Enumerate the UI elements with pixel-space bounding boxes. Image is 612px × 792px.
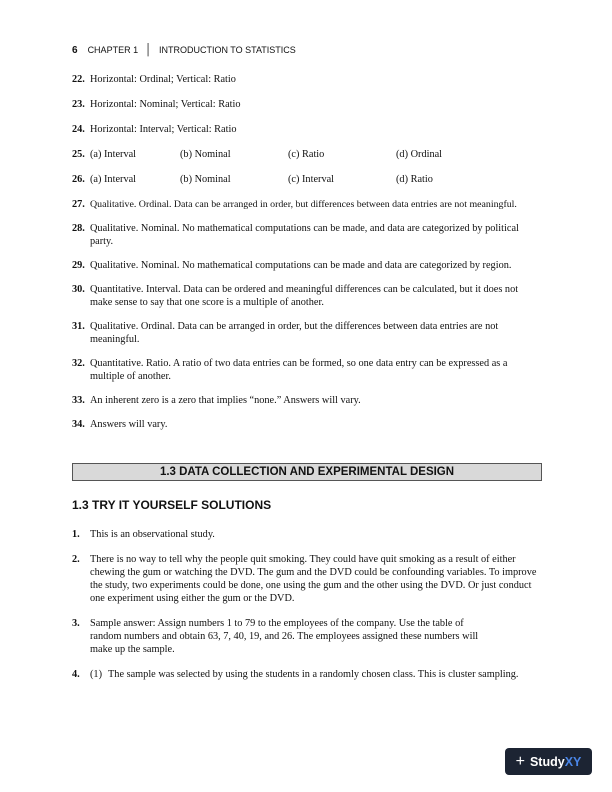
- logo-text: Study: [529, 754, 565, 769]
- exercise-answers: [72, 73, 542, 431]
- list-item: [72, 73, 542, 86]
- list-item: [72, 418, 542, 431]
- list-item: [72, 173, 542, 186]
- option-a: (a) Interval: [90, 149, 137, 160]
- plus-icon: +: [515, 752, 525, 770]
- try-it-solutions: [72, 528, 542, 681]
- item-number: 33.: [72, 395, 85, 406]
- item-text: Qualitative. Ordinal. Data can be arranged in order, but the differences between data entries are not meaningful.: [90, 321, 499, 345]
- option-a: (a) Interval: [90, 174, 137, 185]
- header-divider: │: [145, 44, 152, 56]
- item-text: Horizontal: Interval; Vertical: Ratio: [90, 124, 237, 135]
- item-number: 25.: [72, 149, 85, 160]
- list-item: [72, 320, 542, 346]
- list-item: [72, 148, 542, 161]
- item-text: Sample answer: Assign numbers 1 to 79 to the employees of the company. Use the table of random numbers and obtain 63, 7, 40, 19, and 26. The employees assigned these numbers will make up the sample.: [90, 618, 479, 655]
- item-text: The sample was selected by using the students in a randomly chosen class. This is cluster sampling.: [108, 669, 519, 680]
- list-item: [72, 528, 542, 541]
- sub-item-number: (1): [90, 669, 103, 680]
- sub-heading: 1.3 TRY IT YOURSELF SOLUTIONS: [72, 498, 272, 512]
- page-header: [72, 44, 296, 56]
- list-item: [72, 222, 542, 248]
- item-number: 4.: [72, 669, 80, 680]
- item-text: An inherent zero is a zero that implies “none.” Answers will vary.: [90, 395, 361, 406]
- item-text: Qualitative. Ordinal. Data can be arranged in order, but differences between data entries are not meaningful.: [90, 199, 517, 210]
- list-item: [72, 198, 542, 211]
- option-c: (c) Ratio: [288, 149, 325, 160]
- list-item: [72, 98, 542, 111]
- item-text: Horizontal: Nominal; Vertical: Ratio: [90, 99, 241, 110]
- option-c: (c) Interval: [288, 174, 335, 185]
- studyxy-logo: [505, 748, 592, 775]
- item-number: 32.: [72, 358, 85, 369]
- item-number: 24.: [72, 124, 85, 135]
- option-d: (d) Ordinal: [396, 149, 443, 160]
- page-number: 6: [72, 44, 78, 56]
- item-number: 28.: [72, 223, 85, 234]
- option-d: (d) Ratio: [396, 174, 433, 185]
- logo-text-accent: XY: [564, 754, 582, 769]
- item-number: 22.: [72, 74, 85, 85]
- list-item: [72, 668, 542, 681]
- list-item: [72, 394, 542, 407]
- item-text: Qualitative. Nominal. No mathematical computations can be made, and data are categorized by political party.: [90, 223, 519, 247]
- section-banner: 1.3 DATA COLLECTION AND EXPERIMENTAL DESIGN: [72, 463, 542, 481]
- list-item: [72, 259, 542, 272]
- item-text: Answers will vary.: [90, 419, 168, 430]
- item-number: 26.: [72, 174, 85, 185]
- item-number: 30.: [72, 284, 85, 295]
- option-b: (b) Nominal: [180, 149, 231, 160]
- item-text: This is an observational study.: [90, 529, 215, 540]
- item-number: 34.: [72, 419, 85, 430]
- item-number: 27.: [72, 199, 85, 210]
- item-number: 29.: [72, 260, 85, 271]
- item-number: 2.: [72, 554, 80, 565]
- item-number: 31.: [72, 321, 85, 332]
- list-item: [72, 553, 542, 605]
- item-text: Quantitative. Ratio. A ratio of two data entries can be formed, so one data entry can be expressed as a multiple of another.: [90, 358, 508, 382]
- option-b: (b) Nominal: [180, 174, 231, 185]
- chapter-title: INTRODUCTION TO STATISTICS: [158, 45, 296, 55]
- item-number: 3.: [72, 618, 80, 629]
- item-number: 1.: [72, 529, 80, 540]
- list-item: [72, 123, 542, 136]
- list-item: [72, 283, 542, 309]
- item-text: Quantitative. Interval. Data can be ordered and meaningful differences can be calculated, but it does not make sense to say that one score is a multiple of another.: [90, 284, 519, 308]
- item-text: Horizontal: Ordinal; Vertical: Ratio: [90, 74, 236, 85]
- list-item: [72, 357, 542, 383]
- item-text: There is no way to tell why the people quit smoking. They could have quit smoking as a result of either chewing the gum or watching the DVD. The gum and the DVD could be confounding variables. To improve the study, two experiments could be done, one using the gum and the other using the DVD. Or just conduct one experiment using either the gum or the DVD.: [90, 554, 537, 604]
- chapter-label: CHAPTER 1: [87, 45, 139, 55]
- item-number: 23.: [72, 99, 85, 110]
- list-item: [72, 617, 542, 656]
- item-text: Qualitative. Nominal. No mathematical computations can be made and data are categorized by region.: [90, 260, 512, 271]
